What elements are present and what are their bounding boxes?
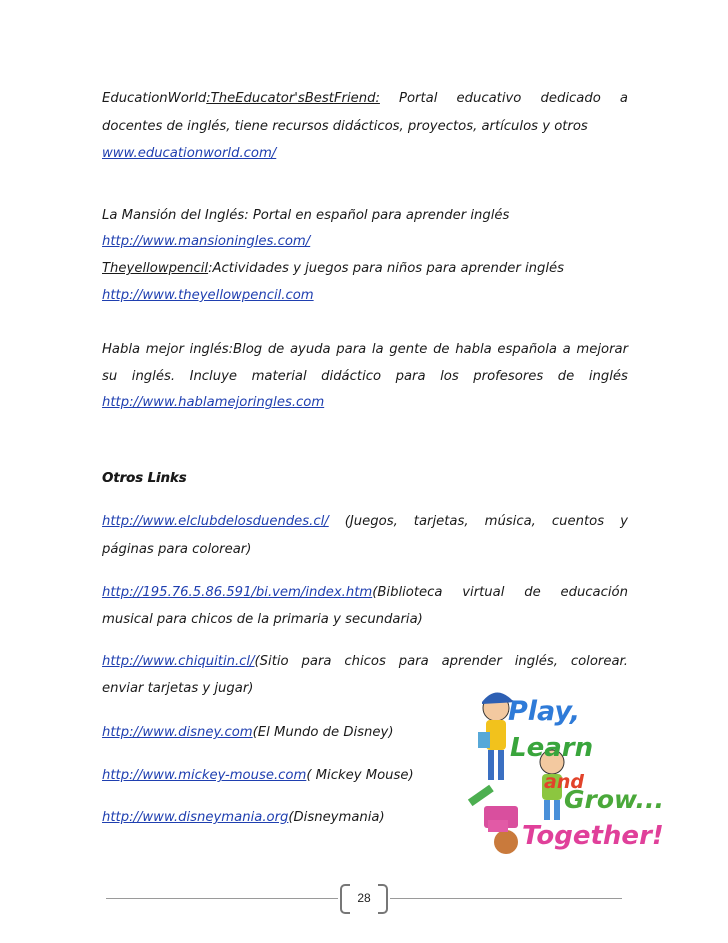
chiquitin-line-1: http://www.chiquitin.cl/(Sitio para chicos para aprender inglés, colorear. — [102, 654, 628, 669]
education-world-line-1: EducationWorld:TheEducator'sBestFriend: Portal educativo dedicado a — [102, 91, 628, 106]
kid-bottom-figure — [468, 785, 518, 854]
elclub-line-2: páginas para colorear) — [102, 542, 252, 557]
bracket-right-icon — [378, 884, 388, 914]
mickey-line: http://www.mickey-mouse.com( Mickey Mouse) — [102, 768, 414, 783]
yellowpencil-text: Theyellowpencil:Actividades y juegos para niños para aprender inglés — [102, 261, 565, 276]
clipart-together-text: Together! — [522, 821, 664, 851]
biblioteca-line-2: musical para chicos de la primaria y secundaria) — [102, 612, 423, 627]
education-world-link[interactable]: www.educationworld.com/ — [102, 146, 277, 161]
disneymania-line: http://www.disneymania.org(Disneymania) — [102, 810, 385, 825]
elclub-line-1: http://www.elclubdelosduendes.cl/ (Juegos, tarjetas, música, cuentos y — [102, 514, 628, 529]
elclub-link[interactable]: http://www.elclubdelosduendes.cl/ — [102, 514, 329, 529]
mansion-ingles-text: La Mansión del Inglés: Portal en español para aprender inglés — [102, 208, 510, 223]
footer-rule-right — [390, 898, 622, 899]
bracket-left-icon — [340, 884, 350, 914]
page-number: 28 — [357, 891, 371, 905]
clipart-learn-text: Learn — [510, 733, 594, 763]
mansion-ingles-link[interactable]: http://www.mansioningles.com/ — [102, 234, 311, 249]
yellowpencil-link[interactable]: http://www.theyellowpencil.com — [102, 288, 314, 303]
habla-mejor-line-1: Habla mejor inglés:Blog de ayuda para la gente de habla española a mejorar — [102, 342, 628, 357]
clipart-play-text: Play, — [508, 696, 581, 727]
disney-line: http://www.disney.com(El Mundo de Disney) — [102, 725, 394, 740]
disneymania-link[interactable]: http://www.disneymania.org — [102, 810, 289, 825]
biblioteca-link[interactable]: http://195.76.5.86.591/bi.vem/index.htm — [102, 585, 373, 600]
otros-links-heading: Otros Links — [102, 471, 187, 486]
disney-link[interactable]: http://www.disney.com — [102, 725, 253, 740]
education-world-title: EducationWorld:TheEducator'sBestFriend: — [102, 91, 380, 106]
mickey-link[interactable]: http://www.mickey-mouse.com — [102, 768, 307, 783]
footer-rule-left — [106, 898, 338, 899]
chiquitin-link[interactable]: http://www.chiquitin.cl/ — [102, 654, 255, 669]
biblioteca-line-1: http://195.76.5.86.591/bi.vem/index.htm(Biblioteca virtual de educación — [102, 585, 628, 600]
clipart-grow-text: Grow... — [564, 785, 665, 814]
education-world-line-2: docentes de inglés, tiene recursos didácticos, proyectos, artículos y otros — [102, 119, 588, 134]
habla-mejor-line-2: su inglés. Incluye material didáctico para los profesores de inglés — [102, 369, 628, 384]
habla-mejor-link[interactable]: http://www.hablamejoringles.com — [102, 395, 325, 410]
clipart-and-text: and — [544, 771, 584, 793]
chiquitin-line-2: enviar tarjetas y jugar) — [102, 681, 254, 696]
page-number-box — [340, 884, 388, 912]
play-learn-grow-clipart — [460, 680, 668, 860]
